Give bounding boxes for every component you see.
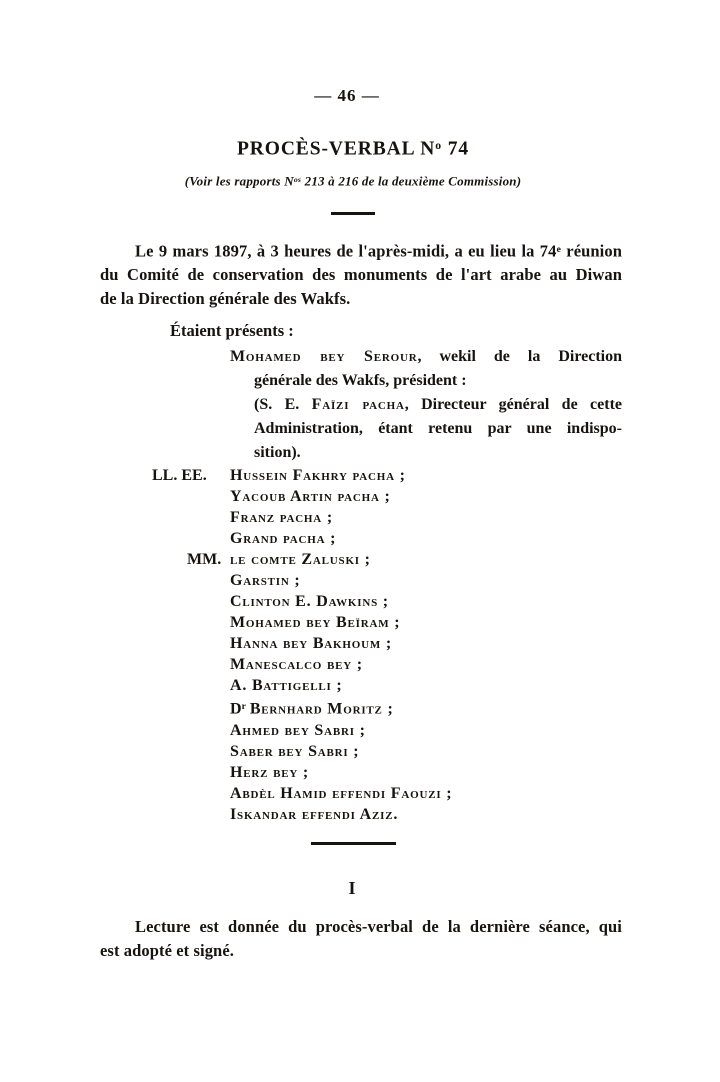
text-line: [230, 345, 622, 369]
text-line: [100, 741, 622, 762]
text-line: [100, 134, 606, 160]
text-segment: 213 à 216 de la deuxième Commission): [301, 173, 522, 189]
text-line: [100, 675, 622, 696]
text-segment: Le 9 mars 1897, à 3 heures de l'après-midi, a eu lieu la 74: [135, 241, 557, 261]
text-segment: o: [435, 139, 442, 152]
page-number: — 46 —: [314, 86, 380, 105]
text-line: [100, 287, 622, 311]
text-segment: r: [241, 701, 246, 713]
text-segment: A. Battigelli ;: [230, 677, 343, 695]
text-line: [100, 762, 622, 783]
text-line: [100, 570, 622, 591]
text-segment: e: [556, 243, 561, 255]
attendees-list: [100, 465, 622, 824]
text-line: [100, 633, 622, 654]
closing-paragraph: [100, 915, 622, 963]
text-segment: D: [230, 700, 242, 718]
text-segment: Bernhard Moritz ;: [249, 700, 394, 718]
text-line: [100, 654, 622, 675]
text-segment: Ahmed bey Sabri ;: [230, 721, 366, 739]
doc-title: [100, 134, 606, 160]
text-segment: (Voir les rapports N: [184, 173, 294, 189]
line-prefix: MM.: [187, 551, 222, 569]
text-segment: Herz bey ;: [230, 763, 310, 781]
text-segment: Lecture est donnée du procès-verbal de la dernière séance, qui: [135, 916, 622, 936]
text-segment: Mohamed bey Beïram ;: [230, 614, 401, 632]
text-segment: Clinton E. Dawkins ;: [230, 593, 389, 611]
text-segment: , Directeur général de cette: [404, 396, 623, 414]
text-line: [100, 696, 622, 719]
text-segment: Yacoub Artin pacha ;: [230, 488, 391, 506]
text-segment: de la Direction générale des Wakfs.: [100, 289, 351, 309]
doc-subtitle: [100, 172, 606, 190]
text-segment: du Comité de conservation des monuments de l'art arabe au Diwan: [100, 265, 622, 285]
text-line: [100, 238, 622, 263]
text-segment: Garstin ;: [230, 572, 301, 590]
opening-paragraph: [100, 238, 622, 311]
text-segment: Hussein Fakhry pacha ;: [230, 467, 406, 485]
text-line: [230, 441, 622, 465]
text-line: [100, 612, 622, 633]
separator-rule-middle: [311, 842, 396, 845]
separator-rule-top-wrap: [100, 204, 606, 222]
page-content: [100, 0, 622, 963]
text-line: [100, 720, 622, 741]
text-segment: est adopté et signé.: [100, 940, 234, 960]
section-numeral: I: [348, 877, 356, 898]
text-line: [100, 507, 622, 528]
text-line: [100, 939, 622, 963]
line-prefix: LL. EE.: [152, 467, 207, 485]
text-segment: 74: [441, 138, 470, 160]
text-segment: le comte Zaluski ;: [230, 551, 371, 569]
text-line: [100, 172, 606, 190]
text-segment: Manescalco bey ;: [230, 656, 363, 674]
text-line: [100, 915, 622, 939]
separator-rule-top: [331, 212, 375, 215]
president-entry: [230, 345, 622, 465]
text-line: [100, 486, 622, 507]
text-line: [100, 804, 622, 825]
text-segment: Mohamed bey Serour: [230, 348, 418, 366]
attendees-intro: Étaient présents :: [170, 321, 294, 341]
text-segment: (S. E.: [254, 396, 312, 414]
text-line: [230, 393, 622, 417]
text-segment: Saber bey Sabri ;: [230, 742, 360, 760]
text-segment: PROCÈS-VERBAL N: [236, 138, 436, 160]
text-line: [230, 369, 622, 393]
text-segment: os: [293, 175, 302, 185]
text-line: [230, 417, 622, 441]
text-segment: sition).: [254, 444, 301, 462]
text-line: [100, 528, 622, 549]
text-segment: Grand pacha ;: [230, 530, 337, 548]
text-segment: réunion: [560, 241, 622, 261]
text-segment: Faïzi pacha: [311, 396, 405, 414]
text-line: [100, 783, 622, 804]
text-segment: Franz pacha ;: [230, 509, 333, 527]
text-line: [100, 591, 622, 612]
text-segment: , wekil de la Direction: [417, 348, 622, 366]
text-line: [100, 549, 622, 570]
text-segment: Hanna bey Bakhoum ;: [230, 635, 392, 653]
text-line: [100, 465, 622, 486]
text-segment: Administration, étant retenu par une indispo-: [254, 420, 622, 438]
text-segment: générale des Wakfs, président :: [254, 372, 467, 390]
separator-rule-middle-wrap: [100, 835, 606, 853]
text-segment: Iskandar effendi Aziz.: [230, 805, 399, 823]
text-line: [100, 263, 622, 287]
text-segment: Abdèl Hamid effendi Faouzi ;: [230, 784, 453, 802]
